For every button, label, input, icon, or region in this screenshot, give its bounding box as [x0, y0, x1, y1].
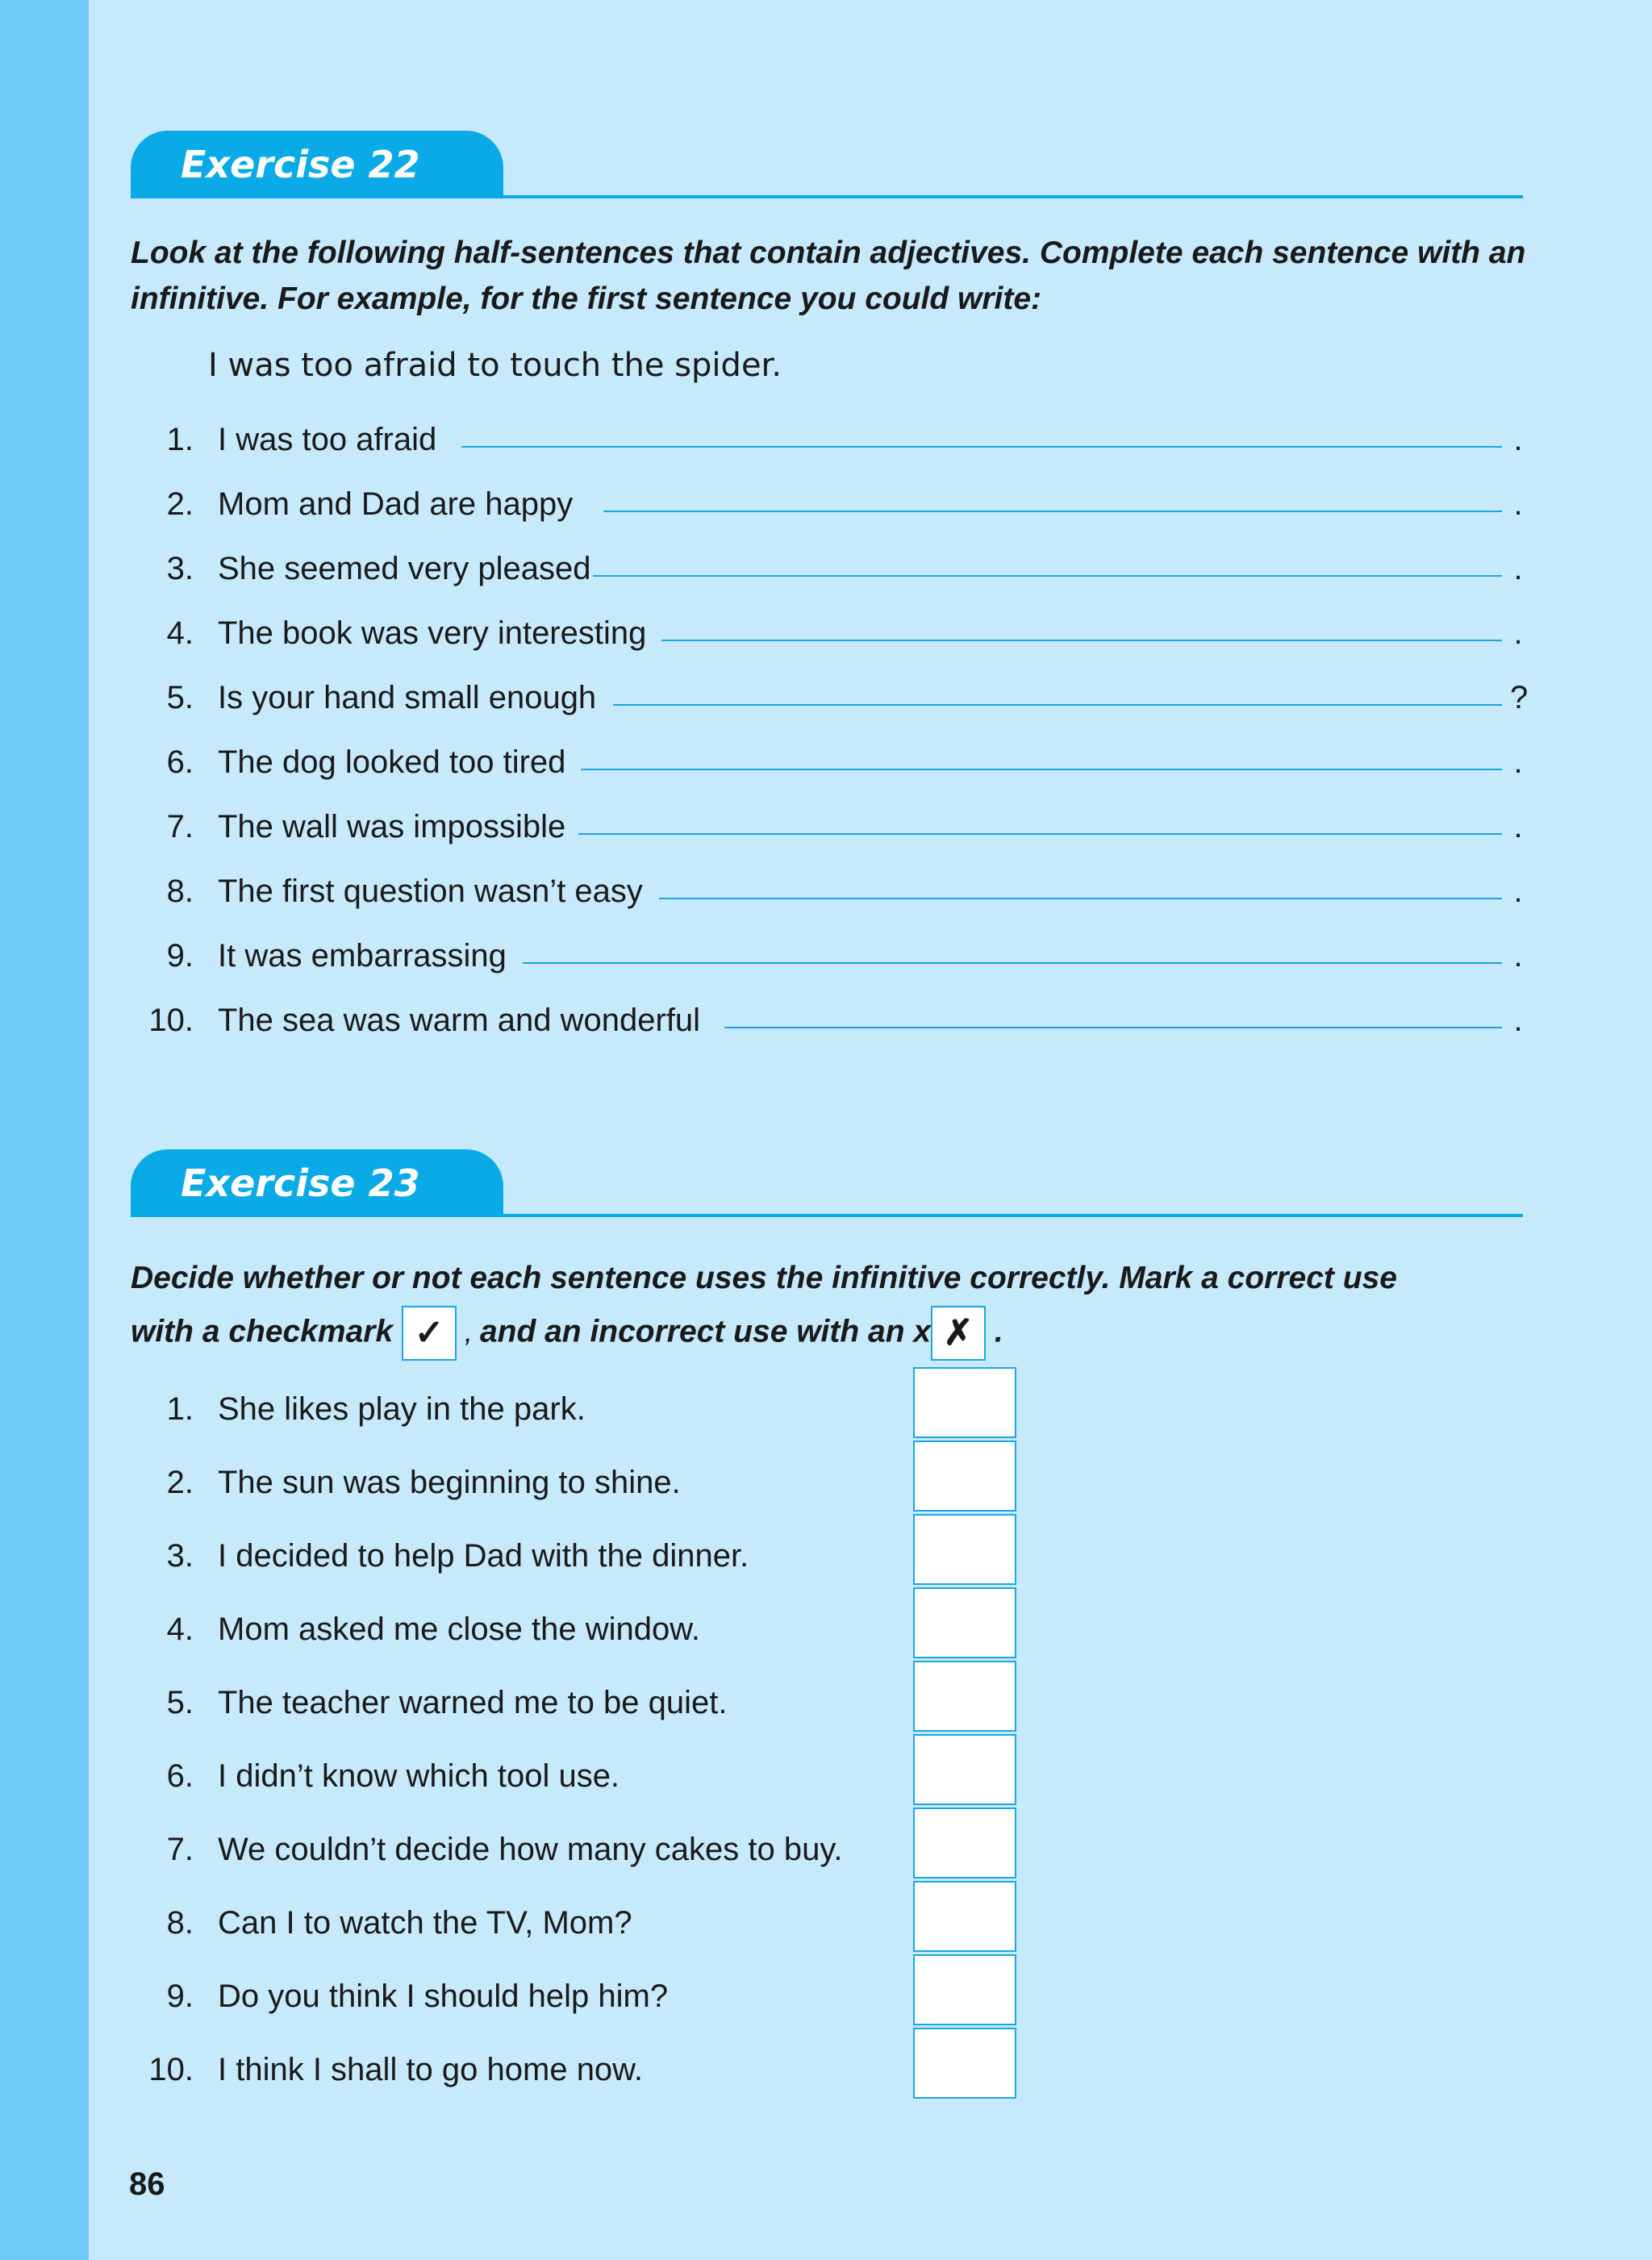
exercise-22-item	[129, 673, 1529, 722]
item-text: I decided to help Dad with the dinner.	[218, 1538, 749, 1574]
item-end-punctuation: .	[1513, 1003, 1523, 1038]
item-text: The sea was warm and wonderful	[218, 1003, 701, 1038]
answer-line[interactable]	[613, 704, 1502, 706]
exercise-22-item	[129, 738, 1526, 786]
answer-line[interactable]	[523, 962, 1502, 964]
item-number: 5.	[166, 680, 194, 715]
instruction-emphasis: infinitive	[131, 281, 261, 316]
answer-line[interactable]	[578, 833, 1502, 835]
item-number: 3.	[166, 1538, 194, 1574]
item-end-punctuation: .	[1513, 615, 1523, 651]
item-number: 4.	[166, 1612, 194, 1647]
cross-sample-box	[931, 1306, 986, 1361]
answer-box[interactable]	[913, 1587, 1016, 1658]
item-text: The wall was impossible	[218, 809, 566, 844]
item-text: Can I to watch the TV, Mom?	[218, 1905, 632, 1941]
exercise-22-item	[129, 480, 1526, 528]
item-number: 6.	[166, 744, 194, 780]
example-sentence: I was too afraid to touch the spider.	[208, 347, 782, 384]
exercise-22-item	[129, 803, 1526, 851]
item-end-punctuation: ?	[1510, 680, 1529, 715]
answer-box[interactable]	[913, 1734, 1016, 1805]
answer-line[interactable]	[661, 640, 1502, 641]
exercise-23-instruction: Decide whether or not each sentence uses the infinitive correctly. Mark a correct use with a checkmark ✓ , and an incorrect use with an x ✗ .	[131, 1255, 1550, 1361]
exercise-22-item	[129, 996, 1526, 1045]
exercise-22-instruction: Look at the following half-sentences that contain adjectives. Complete each sentence with an infinitive. For example, for the first sentence you could write:	[131, 236, 1526, 316]
item-number: 9.	[166, 1979, 194, 2014]
item-text: The dog looked too tired	[218, 744, 566, 780]
item-text: Mom asked me close the window.	[218, 1612, 701, 1647]
item-number: 4.	[166, 615, 194, 651]
header-rule	[486, 195, 1523, 198]
item-end-punctuation: .	[1513, 744, 1523, 780]
item-number: 6.	[166, 1758, 194, 1794]
item-end-punctuation: .	[1513, 422, 1523, 457]
answer-box[interactable]	[913, 1881, 1016, 1952]
item-text: The first question wasn’t easy	[218, 874, 643, 909]
exercise-23-header	[131, 1149, 1523, 1217]
item-end-punctuation: .	[1513, 486, 1523, 522]
item-text: The teacher warned me to be quiet.	[218, 1685, 728, 1720]
item-number: 7.	[166, 1832, 194, 1867]
exercise-22-item	[129, 609, 1526, 657]
checkmark-sample-box	[402, 1306, 457, 1361]
item-number: 2.	[166, 486, 194, 522]
item-number: 5.	[166, 1685, 194, 1720]
item-text: Is your hand small enough	[218, 680, 597, 715]
answer-line[interactable]	[581, 769, 1502, 770]
item-end-punctuation: .	[1513, 551, 1523, 586]
answer-box[interactable]	[913, 1441, 1016, 1512]
item-text: She seemed very pleased	[218, 551, 591, 586]
item-end-punctuation: .	[1513, 809, 1523, 844]
answer-box[interactable]	[913, 1514, 1016, 1585]
answer-line[interactable]	[659, 898, 1502, 899]
exercise-23-title: Exercise 23	[131, 1149, 503, 1217]
item-text: I didn’t know which tool use.	[218, 1758, 620, 1794]
answer-line[interactable]	[593, 575, 1502, 577]
exercise-22-item	[129, 415, 1526, 464]
item-number: 3.	[166, 551, 194, 586]
item-text: She likes play in the park.	[218, 1391, 586, 1427]
item-text: We couldn’t decide how many cakes to buy.	[218, 1832, 843, 1867]
item-number: 1.	[166, 422, 194, 457]
item-text: The book was very interesting	[218, 615, 647, 651]
exercise-22-header	[131, 131, 1523, 198]
answer-box[interactable]	[913, 1367, 1016, 1438]
item-text: Do you think I should help him?	[218, 1979, 669, 2014]
item-number: 8.	[166, 874, 194, 909]
answer-box[interactable]	[913, 1954, 1016, 2025]
item-text: It was embarrassing	[218, 938, 507, 974]
answer-box[interactable]	[913, 2028, 1016, 2099]
exercise-22-title: Exercise 22	[131, 131, 503, 198]
item-number: 7.	[166, 809, 194, 844]
item-end-punctuation: .	[1513, 874, 1523, 909]
answer-box[interactable]	[913, 1808, 1016, 1878]
answer-line[interactable]	[724, 1027, 1502, 1028]
header-rule	[486, 1214, 1523, 1217]
side-strip	[0, 0, 89, 2260]
item-text: The sun was beginning to shine.	[218, 1465, 681, 1500]
item-number: 10.	[148, 2052, 194, 2087]
item-text: Mom and Dad are happy	[218, 486, 574, 522]
item-number: 1.	[166, 1391, 194, 1427]
answer-box[interactable]	[913, 1661, 1016, 1732]
item-number: 10.	[148, 1003, 194, 1038]
item-number: 9.	[166, 938, 194, 974]
checkmark-icon: ✓	[414, 1313, 444, 1353]
exercise-22-item	[129, 867, 1526, 915]
item-end-punctuation: .	[1513, 938, 1523, 974]
answer-line[interactable]	[461, 446, 1502, 448]
item-text: I was too afraid	[218, 422, 437, 457]
item-text: I think I shall to go home now.	[218, 2052, 643, 2087]
cross-icon: ✗	[943, 1313, 974, 1353]
exercise-22-item	[129, 932, 1526, 980]
exercise-22-item	[129, 544, 1526, 593]
item-number: 8.	[166, 1905, 194, 1941]
item-number: 2.	[166, 1465, 194, 1500]
page-number: 86	[129, 2166, 165, 2202]
answer-line[interactable]	[603, 511, 1502, 512]
